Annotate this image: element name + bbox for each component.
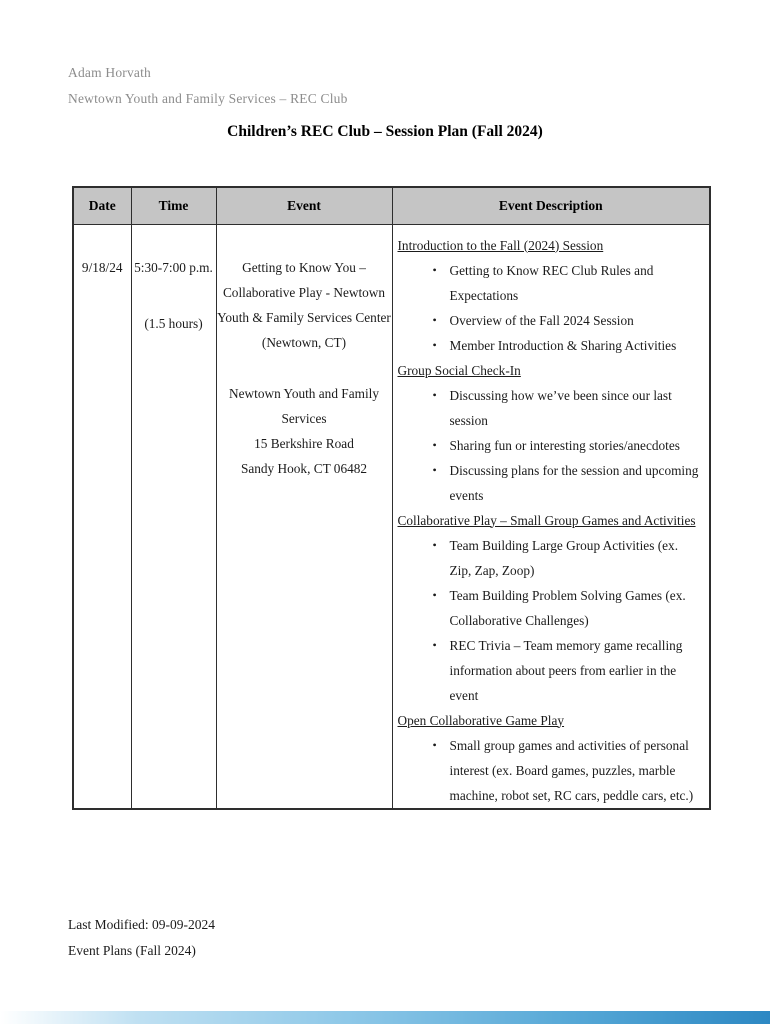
column-header-event: Event <box>216 187 392 224</box>
event-line: Getting to Know You – <box>242 259 366 275</box>
event-line: Newtown Youth and Family <box>229 385 379 401</box>
bullet-text: REC Trivia – Team memory game recalling information about peers from earlier in the event <box>449 637 683 703</box>
bullet-item <box>398 333 702 358</box>
bullet-icon: • <box>432 437 437 452</box>
description-heading: Open Collaborative Game Play <box>397 712 565 728</box>
event-cell <box>216 224 392 809</box>
event-line: (Newtown, CT) <box>261 334 347 350</box>
last-modified-line: Last Modified: 09-09-2024 <box>68 917 215 932</box>
bullet-item <box>398 583 702 633</box>
bullet-icon: • <box>432 587 437 602</box>
bullet-item <box>398 383 702 433</box>
bullet-icon: • <box>432 312 437 327</box>
description-heading: Collaborative Play – Small Group Games and Activities <box>397 512 696 528</box>
event-line: Collaborative Play - Newtown <box>222 284 386 300</box>
bullet-icon: • <box>432 337 437 352</box>
description-heading: Group Social Check-In <box>397 362 521 378</box>
organization-line: Newtown Youth and Family Services – REC Club <box>68 91 348 106</box>
table-row <box>73 224 710 809</box>
bullet-text: Getting to Know REC Club Rules and Expectations <box>449 262 654 303</box>
bullet-item <box>398 458 702 508</box>
page-title: Children’s REC Club – Session Plan (Fall 2024) <box>227 123 543 140</box>
bullet-icon: • <box>432 737 437 752</box>
bottom-accent-bar <box>0 1011 770 1024</box>
column-header-event-description: Event Description <box>392 187 710 224</box>
event-description-cell <box>392 224 710 809</box>
bullet-item <box>398 633 702 708</box>
event-line: Services <box>281 410 327 426</box>
event-line: Sandy Hook, CT 06482 <box>240 460 368 476</box>
bullet-icon: • <box>432 387 437 402</box>
bullet-text: Member Introduction & Sharing Activities <box>449 337 677 353</box>
bullet-icon: • <box>432 637 437 652</box>
description-heading: Introduction to the Fall (2024) Session <box>397 237 604 253</box>
date-value: 9/18/24 <box>81 259 123 275</box>
column-header-time: Time <box>131 187 216 224</box>
event-line: 15 Berkshire Road <box>254 435 354 451</box>
bullet-item <box>398 308 702 333</box>
bullet-icon: • <box>432 262 437 277</box>
table-header-row <box>73 187 710 224</box>
bullet-item <box>398 533 702 583</box>
event-location-block <box>217 381 392 481</box>
event-title-block <box>217 255 392 355</box>
bullet-text: Discussing plans for the session and upcoming events <box>449 462 699 503</box>
bullet-item <box>398 258 702 308</box>
bullet-icon: • <box>432 462 437 477</box>
date-cell <box>73 224 131 809</box>
document-header <box>68 60 348 112</box>
event-line: Youth & Family Services Center <box>217 309 391 325</box>
time-duration: (1.5 hours) <box>144 315 203 331</box>
bullet-text: Overview of the Fall 2024 Session <box>449 312 634 328</box>
bullet-text: Team Building Problem Solving Games (ex. Collaborative Challenges) <box>449 587 686 628</box>
bullet-item <box>398 433 702 458</box>
bullet-icon: • <box>432 537 437 552</box>
bullet-text: Sharing fun or interesting stories/anecdotes <box>449 437 680 453</box>
bullet-text: Small group games and activities of personal interest (ex. Board games, puzzles, marble machine, robot set, RC cars, peddle cars, etc.) <box>449 737 694 803</box>
session-plan-table <box>72 186 711 810</box>
author-line: Adam Horvath <box>68 65 152 80</box>
event-plans-line: Event Plans (Fall 2024) <box>68 943 196 958</box>
time-range: 5:30-7:00 p.m. <box>134 259 213 275</box>
bullet-text: Team Building Large Group Activities (ex. Zip, Zap, Zoop) <box>449 537 679 578</box>
time-cell <box>131 224 216 809</box>
bullet-text: Discussing how we’ve been since our last session <box>449 387 672 428</box>
bullet-item <box>398 733 702 808</box>
column-header-date: Date <box>73 187 131 224</box>
document-footer <box>68 912 215 964</box>
